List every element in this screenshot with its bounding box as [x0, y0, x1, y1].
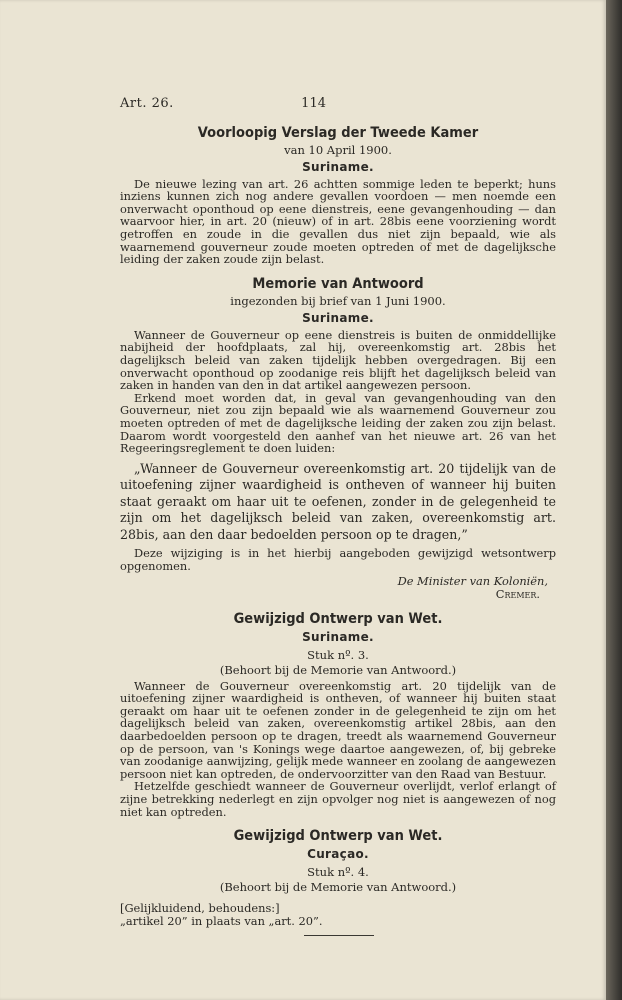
document-note: (Behoort bij de Memorie van Antwoord.) — [219, 662, 457, 677]
body-paragraph: Wanneer de Gouverneur op eene dienstreis is buiten de onmiddellijke nabijheid der hoofdplaats, zal hij, overeenkomstig art. 28bis het dagelijksch beleid van zaken tijdelijk hebben overgedragen. Bij een onverwacht oponthoud op zoodanige reis blijft het dagelijksch beleid van zaken in handen van den in dat artikel aangewezen persoon. — [120, 327, 556, 393]
section-subtitle: van 10 April 1900. — [284, 142, 392, 157]
region-heading: Suriname. — [302, 629, 374, 644]
section-title: Gewijzigd Ontwerp van Wet. — [233, 828, 443, 845]
running-head — [120, 98, 556, 111]
closing-paragraph: Deze wijziging is in het hierbij aangeboden gewijzigd wetsontwerp opgenomen. — [120, 546, 556, 573]
section-voorloopig-verslag — [120, 125, 556, 266]
section-gewijzigd-ontwerp-suriname — [120, 611, 556, 819]
section-gewijzigd-ontwerp-curacao — [120, 828, 556, 936]
signature-role: De Minister van Koloniën, — [397, 574, 548, 589]
region-heading: Suriname. — [302, 310, 374, 325]
section-subtitle: ingezonden bij brief van 1 Juni 1900. — [230, 293, 446, 308]
amendment-line: „artikel 20” in plaats van „art. 20”. — [120, 913, 323, 928]
article-reference: Art. 26. — [120, 96, 174, 111]
signature-name: Cremer. — [495, 586, 540, 601]
region-heading: Curaçao. — [307, 847, 369, 862]
document-note: (Behoort bij de Memorie van Antwoord.) — [219, 880, 457, 895]
section-title: Gewijzigd Ontwerp van Wet. — [233, 610, 443, 627]
section-memorie-van-antwoord — [120, 276, 556, 601]
page-edge-shadow — [606, 0, 622, 1000]
document-piece-number: Stuk nº. 3. — [307, 647, 369, 662]
quoted-article-text: „Wanneer de Gouverneur overeenkomstig art. 20 tijdelijk van de uitoefening zijner waardigheid is ontheven of wanneer hij buiten staat geraakt om haar uit te oefenen, zonder in de gelegenheid te zijn om het dagelijksch beleid van zaken, overeenkomstig art. 28bis, aan den daar bedoelden persoon op te dragen,” — [120, 460, 556, 542]
body-paragraph: Erkend moet worden dat, in geval van gevangenhouding van den Gouverneur, niet zou zijn bepaald wie als waarnemend Gouverneur zou moeten optreden of met de dagelijksche leiding der zaken zou zijn belast. Daarom wordt voorgesteld den aanhef van het nieuwe art. 26 van het Regeeringsreglement te doen luiden: — [120, 390, 556, 456]
document-piece-number: Stuk nº. 4. — [307, 865, 369, 880]
body-paragraph: De nieuwe lezing van art. 26 achtten sommige leden te beperkt; huns inziens kunnen zich nog andere gevallen voordoen — men noemde een onverwacht oponthoud op eene dienstreis, eene gevangenhouding — dan waarvoor hier, in art. 20 (nieuw) of in art. 28bis eene voorziening wordt getroffen en zoude in die gevallen dus niet zijn bepaald, wie als waarnemend gouverneur zoude moeten optreden of met de dagelijksche leiding der zaken zoude zijn belast. — [120, 176, 556, 267]
body-paragraph: Hetzelfde geschiedt wanneer de Gouverneur overlijdt, verlof erlangt of zijne betrekking nederlegt en zijn opvolger nog niet is aangewezen of nog niet kan optreden. — [120, 779, 556, 819]
page-content — [120, 98, 556, 936]
amendment-line: [Gelijkluidend, behoudens:] — [120, 901, 280, 916]
closing-rule — [304, 935, 374, 936]
section-title: Memorie van Antwoord — [252, 275, 424, 292]
region-heading: Suriname. — [302, 159, 374, 174]
page-number: 114 — [301, 96, 326, 111]
body-paragraph: Wanneer de Gouverneur overeenkomstig art. 20 tijdelijk van de uitoefening zijner waardigheid is ontheven, of wanneer hij buiten staat geraakt om haar uit te oefenen zonder in de gelegenheid te zijn om het dagelijksch beleid van zaken, overeenkomstig artikel 28bis, aan den daarbedoelden persoon op te dragen, treedt als waarnemend Gouverneur op de persoon, van 's Konings wege daartoe aangewezen, of, bij gebreke van zoodanige aanwijzing, gelijk mede wanneer en zoolang de aangewezen persoon niet kan optreden, de ondervoorzitter van den Raad van Bestuur. — [120, 678, 556, 781]
section-title: Voorloopig Verslag der Tweede Kamer — [197, 124, 479, 141]
